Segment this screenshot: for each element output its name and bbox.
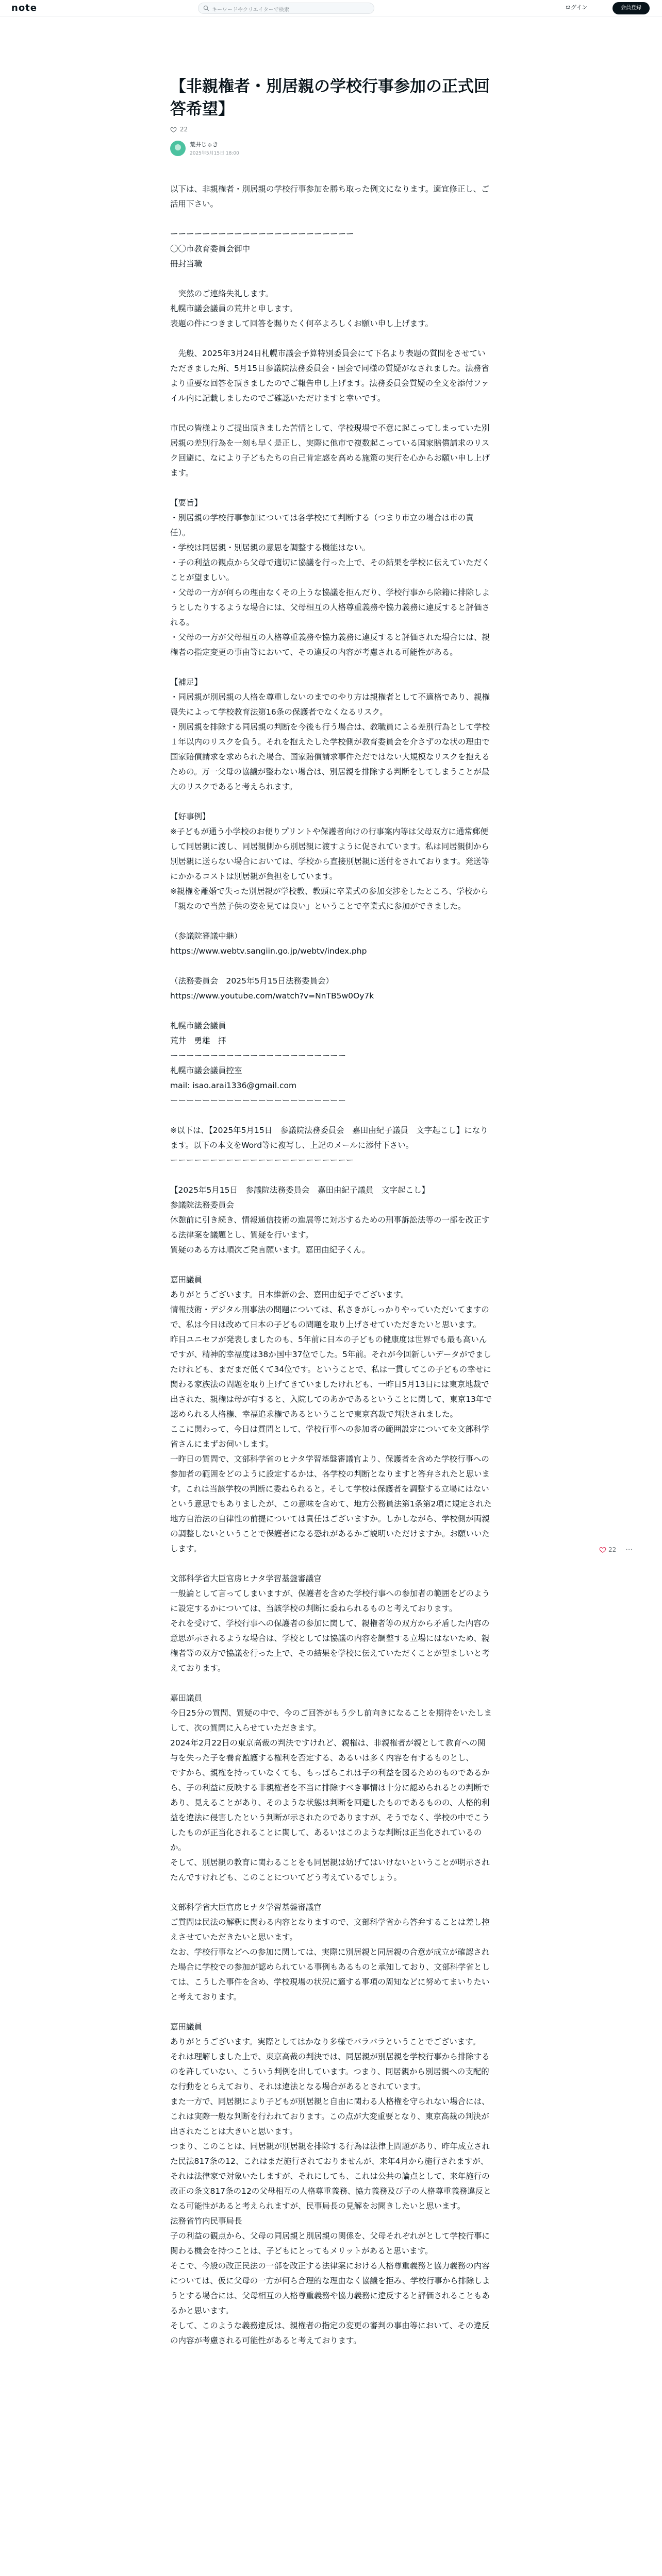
heart-icon	[170, 126, 177, 133]
article	[170, 75, 492, 2363]
article-body	[170, 182, 492, 2348]
article-paragraph: 札幌市議会議員 荒井 勇雄 拝 ーーーーーーーーーーーーーーーーーーーーーー 札幌市議会議員控室 mail: isao.arai1336@gmail.com ーーーーーーーーーーーーーーーーーーーーーー	[170, 1021, 346, 1105]
side-like-count: 22	[608, 1546, 617, 1553]
article-paragraph: 以下は、非親権者・別居親の学校行事参加を勝ち取った例文になります。適宜修正し、ご活用下さい。	[170, 184, 489, 209]
search-icon	[203, 5, 209, 11]
article-paragraph: 嘉田議員 ありがとうございます。実際としてはかなり多様でバラバラということでございます。 それは理解しました上で、東京高裁の判決では、同居親が別居親を学校行事から排除するのを許していない、こういう判例を出しています。つまり、同居親から別居親への支配的な行動をとらえており、それは違法となる場合があるとされています。 また一方で、同居親により子どもが別居親と自由に関わる人格権を守られない場合には、これは実際一般な判断を行われております。この点が大変重要となり、東京高裁の判決が出されたことは大きいと思います。 つまり、このことは、同居親が別居親を排除する行為は法律上問題があり、昨年成立された民法817条の12、これはまだ施行されておりませんが、来年4月から施行されますが、それは法律家で対象いたしますが、それにしても、これは公共の論点として、来年施行の改正の条文817条の12の父母相互の人格尊重義務、協力義務及び子の人格尊重義務違反となる可能性があると考えられますが、民事局長の見解をお聞きしたいと思います。 法務省竹内民事局長 子の利益の観点から、父母の同居親と別居親の関係を、父母それぞれがとして学校行事に関わる機会を持つことは、子どもにとってもメリットがあると思います。 そこで、今般の改正民法の一部を改正する法律案における人格尊重義務と協力義務の内容については、仮に父母の一方が何ら合理的な理由なく協議を拒み、学校行事から排除しようとする場合には、父母相互の人格尊重義務や協力義務に違反すると評価されることもあるかと思います。 そして、このような義務違反は、親権者の指定の変更の審判の事由等において、その違反の内容が考慮される可能性があると考えております。	[170, 2022, 491, 2345]
article-paragraph: 【2025年5月15日 参議院法務委員会 嘉田由紀子議員 文字起こし】 参議院法務委員会 休憩前に引き続き、情報通信技術の進展等に対応するための刑事訴訟法等の一部を改正する法律案を議題とし、質疑を行います。 質疑のある方は順次ご発言願います。嘉田由紀子くん。	[170, 1185, 490, 1255]
article-paragraph: 先般、2025年3月24日札幌市議会予算特別委員会にて下名より表題の質問をさせていただきました所、5月15日参議院法務委員会・国会で同様の質疑がなされました。法務省より重要な回答を頂きましたのでご報告申し上げます。法務委員会質疑の全文を添付ファイル内に記載しましたのでご確認いただけますと幸いです。	[170, 349, 489, 403]
author-name[interactable]: 荒井じゅき	[190, 141, 218, 148]
avatar[interactable]	[170, 141, 186, 156]
article-title: 【非親権者・別居親の学校行事参加の正式回答希望】	[170, 77, 490, 118]
article-paragraph: 突然のご連絡失礼します。 札幌市議会議員の荒井と申します。 表題の件につきまして回答を賜りたく何卒よろしくお願い申し上げます。	[170, 289, 433, 328]
article-paragraph: 嘉田議員 今日25分の質問、質疑の中で、今のご回答がもう少し前向きになることを期待をいたしまして、次の質問に入らせていただきます。 2024年2月22日の東京高裁の判決ですけれど、親権は、非親権者が親として教育への関与を失った子を養育監護する権利を否定する、あるいは多く内容を有するものとし、 ですから、親権を持っていなくても、もっぱらこれは子の利益を図るためのものであるから、子の利益に反映する非親権者を不当に排除すべき事情は十分に認められるとの判断であり、見えることがあり、そのような状態は判断を回避したものであるものの、人格的利益を違法に侵害したという判断が示されたのでありますが、そうでなく、学校の中でこうしたものが正当化されることに関して、あるいはこのような判断は正当化されているのか。 そして、別居親の教育に関わることをも同居親は妨げてはいけないということが明示されたんですけれども、このことについてどう考えているでしょう。	[170, 1693, 492, 1882]
like-button[interactable]	[170, 126, 188, 133]
login-link[interactable]: ログイン	[565, 4, 588, 11]
article-paragraph: 【補足】 ・同居親が別居親の人格を尊重しないのまでのやり方は親権者として不適格であり、親権喪失によって学校教育法第16条の保護者でなくなるリスク。 ・別居親を排除する同居親の判断を今後も行う場合は、教職員による差別行為として学校１年以内のリスクを負う。それを抱えたした学校側が教育委員会を介さずのな状の理由で国家賠償請求を求められた場合、国家賠償請求事件ただではない大規模なリスクを抱えるための。万一父母の協議が整わない場合は、別居親を排除する判断をしてしまうことが最大のリスクであると考えられます。	[170, 677, 490, 791]
article-paragraph: 文部科学省大臣官房ヒナタ学習基盤審議官 一般論として言ってしまいますが、保護者を含めた学校行事への参加者の範囲をどのように設定するかについては、当該学校の判断に委ねられるものと考えております。 それを受けて、学校行事への保護者の参加に関して、親権者等の双方から矛盾した内容の意思が示されるような場合は、学校としては協議の内容を調整する立場にはないため、親権者等の双方で協議を行った上で、その結果を学校に伝えていただくことが望ましいと考えております。	[170, 1574, 490, 1673]
article-paragraph: 文部科学省大臣官房ヒナタ学習基盤審議官 ご質問は民法の解釈に関わる内容となりますので、文部科学省から答弁することは差し控えさせていただきたいと思います。 なお、学校行事などへの参加に関しては、実際に別居親と同居親の合意が成立が確認された場合に学校での参加が認められている事例もあるものと承知しており、文部科学省としては、こうした事件を含め、学校現場の状況に適する事項の周知などに努めてまいりたいと考えております。	[170, 1903, 490, 2002]
search-placeholder: キーワードやクリエイターで検索	[212, 7, 289, 13]
post-date: 2025年5月15日 18:00	[190, 151, 239, 156]
article-paragraph: ※以下は、【2025年5月15日 参議院法務委員会 嘉田由紀子議員 文字起こし】になります。以下の本文をWord等に複写し、上記のメールに添付下さい。 ーーーーーーーーーーーーーーーーーーーーーーー	[170, 1126, 488, 1165]
article-paragraph: （法務委員会 2025年5月15日法務委員会） https://www.youtube.com/watch?v=NnTB5w0Oy7k	[170, 976, 374, 1001]
article-paragraph: ーーーーーーーーーーーーーーーーーーーーーーー 〇〇市教育委員会御中 冊封当職	[170, 229, 354, 268]
article-paragraph: 嘉田議員 ありがとうございます。日本維新の会、嘉田由紀子でございます。 情報技術・デジタル刑事法の問題については、私さきがしっかりやっていただいてますので、私は今日は改めて日本の子どもの問題を取り上げさせていただきたいと思います。 昨日ユニセフが発表しましたのも、5年前に日本の子どもの健康度は世界でも最も高いんですが、精神的幸福度は38か国中37位でした。5年前。それが今回新しいデータがでましたけれども、まだまだ低くて34位です。ということで、私は一貫してこの子どもの幸せに関わる家族法の問題を取り上げてきていましたけれども、一昨日5月13日には東京地裁で出された、親権は母が有すると、入院してのあかであるということに関して、東京13年で認められる人格権、幸福追求権であるということで東京高裁で判決されました。 ここに関わって、今日は質問として、学校行事への参加者の範囲設定についてを文部科学省さんにまずお伺いします。 一昨日の質問で、文部科学省のヒナタ学習基盤審議官より、保護者を含めた学校行事への参加者の範囲をどのように設定するかは、各学校の判断となりますと答弁されたと思います。これは当該学校の判断に委ねられると。そして学校は保護者を調整する立場にはないという意思でもありましたが、この意味を含めて、地方公務員法第1条第2項に規定された地方自治法の自律性の前提については責任はございますか。しかしながら、学校側が両親の調整しないということで保護者になる恐れがあるかご説明いただけますか。お願いいたします。	[170, 1275, 492, 1553]
article-meta	[170, 126, 492, 133]
search-input[interactable]	[198, 3, 374, 14]
article-paragraph: 【要旨】 ・別居親の学校行事参加については各学校にて判断する（つまり市立の場合は市の責任）。 ・学校は同居親・別居親の意思を調整する機能はない。 ・子の利益の観点から父母で適切に協議を行った上で、その結果を学校に伝えていただくことが望ましい。 ・父母の一方が何らの理由なくその上うな協議を拒んだり、学校行事から除籍に排除しようとしたりするような場合には、父母相互の人格尊重義務や協力義務に違反すると評価される。 ・父母の一方が父母相互の人格尊重義務や協力義務に違反すると評価された場合には、親権者の指定変更の事由等において、その違反の内容が考慮される可能性がある。	[170, 498, 490, 657]
side-like-bar	[599, 1546, 633, 1554]
heart-icon[interactable]	[599, 1546, 606, 1553]
site-header	[0, 0, 662, 16]
article-paragraph: 市民の皆様よりご提出頂きました苦情として、学校現場で不意に起こってしまっていた別居親の差別行為を一刻も早く是正し、実際に他市で複数起こっている国家賠償請求のリスク回避に、なにより子どもたちの自己肯定感を高める施策の実行を心からお願い申し上げます。	[170, 423, 490, 478]
article-paragraph: （参議院審議中継） https://www.webtv.sangiin.go.jp/webtv/index.php	[170, 931, 367, 956]
note-logo[interactable]: note	[11, 3, 37, 13]
more-options-icon[interactable]: ⋯	[625, 1546, 633, 1554]
article-paragraph: 【好事例】 ※子どもが通う小学校のお便りプリントや保護者向けの行事案内等は父母双方に通常郵便して同居親に渡し、同居親側から別居親に渡すように促されています。私は同居親側から別居親に送らない場合においては、学校から直接別居親に送付をされております。発送等にかかるコストは別居親が負担をしています。 ※親権を離婚で失った別居親が学校教、教頭に卒業式の参加交渉をしたところ、学校から「親なので当然子供の姿を見ては良い」ということで卒業式に参加ができました。	[170, 812, 489, 911]
like-count: 22	[180, 126, 188, 133]
signup-button[interactable]: 会員登録	[613, 2, 650, 14]
author-block[interactable]	[170, 140, 492, 156]
